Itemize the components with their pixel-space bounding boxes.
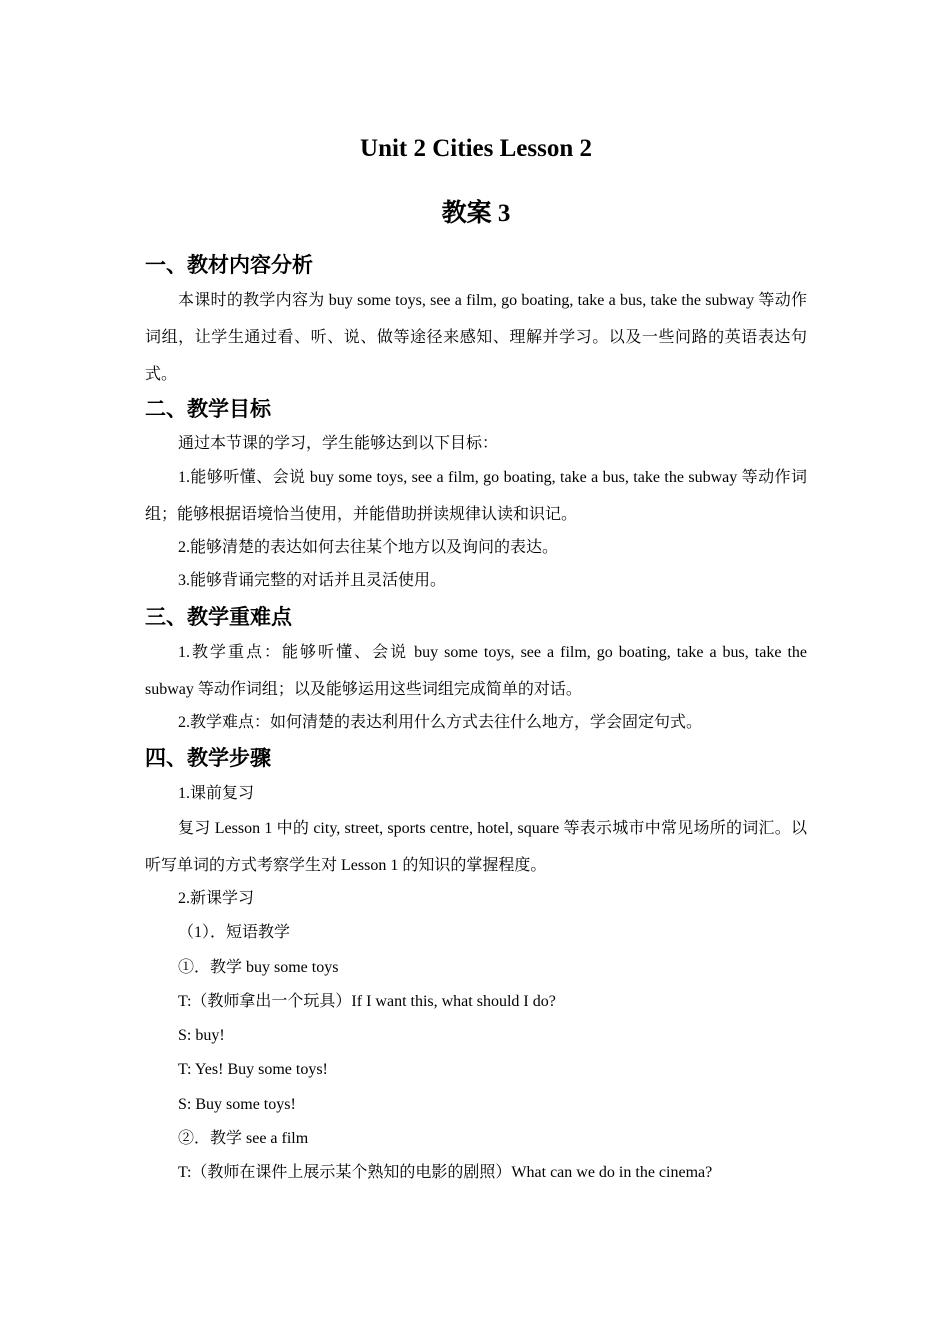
document-title: Unit 2 Cities Lesson 2 bbox=[360, 135, 592, 162]
dialogue-line: S: buy! bbox=[178, 1027, 225, 1044]
dialogue-line: T:（教师拿出一个玩具）If I want this, what should I do? bbox=[178, 993, 556, 1010]
dialogue-line: S: Buy some toys! bbox=[178, 1096, 296, 1113]
section-heading-teaching-steps: 四、教学步骤 bbox=[145, 746, 271, 770]
goals-intro: 通过本节课的学习，学生能够达到以下目标： bbox=[178, 435, 499, 452]
goal-2: 2.能够清楚的表达如何去往某个地方以及询问的表达。 bbox=[178, 539, 559, 556]
goal-1: 1.能够听懂、会说 buy some toys, see a film, go boating, take a bus, take the subway 等动作词组；能够根据语境恰当使用，并能借助拼读规律认读和识记。 bbox=[145, 469, 807, 523]
dialogue-line: T:（教师在课件上展示某个熟知的电影的剧照）What can we do in the cinema? bbox=[178, 1164, 713, 1181]
teach-see-a-film: ②．教学 see a film bbox=[178, 1130, 309, 1147]
dialogue-line: T: Yes! Buy some toys! bbox=[178, 1061, 328, 1078]
difficult-point: 2.教学难点：如何清楚的表达利用什么方式去往什么地方，学会固定句式。 bbox=[178, 714, 703, 731]
goal-3: 3.能够背诵完整的对话并且灵活使用。 bbox=[178, 572, 447, 589]
step-review-heading: 1.课前复习 bbox=[178, 785, 255, 802]
phrase-teaching-heading: （1）．短语教学 bbox=[178, 924, 291, 941]
document-subtitle: 教案 3 bbox=[441, 200, 511, 227]
section-heading-teaching-goals: 二、教学目标 bbox=[145, 397, 271, 421]
key-point: 1.教学重点：能够听懂、会说 buy some toys, see a film, go boating, take a bus, take the subway 等动作词组；以及能够运用这些词组完成简单的对话。 bbox=[145, 644, 807, 698]
step-review-paragraph: 复习 Lesson 1 中的 city, street, sports centre, hotel, square 等表示城市中常见场所的词汇。以听写单词的方式考察学生对 Lesson 1 的知识的掌握程度。 bbox=[145, 820, 807, 874]
step-new-lesson-heading: 2.新课学习 bbox=[178, 890, 255, 907]
section-heading-key-points: 三、教学重难点 bbox=[145, 605, 292, 629]
teach-buy-some-toys: ①．教学 buy some toys bbox=[178, 959, 339, 976]
content-analysis-paragraph: 本课时的教学内容为 buy some toys, see a film, go boating, take a bus, take the subway 等动作词组，让学生通过看、听、说、做等途径来感知、理解并学习。以及一些问路的英语表达句式。 bbox=[145, 292, 807, 383]
section-heading-content-analysis: 一、教材内容分析 bbox=[145, 253, 313, 277]
